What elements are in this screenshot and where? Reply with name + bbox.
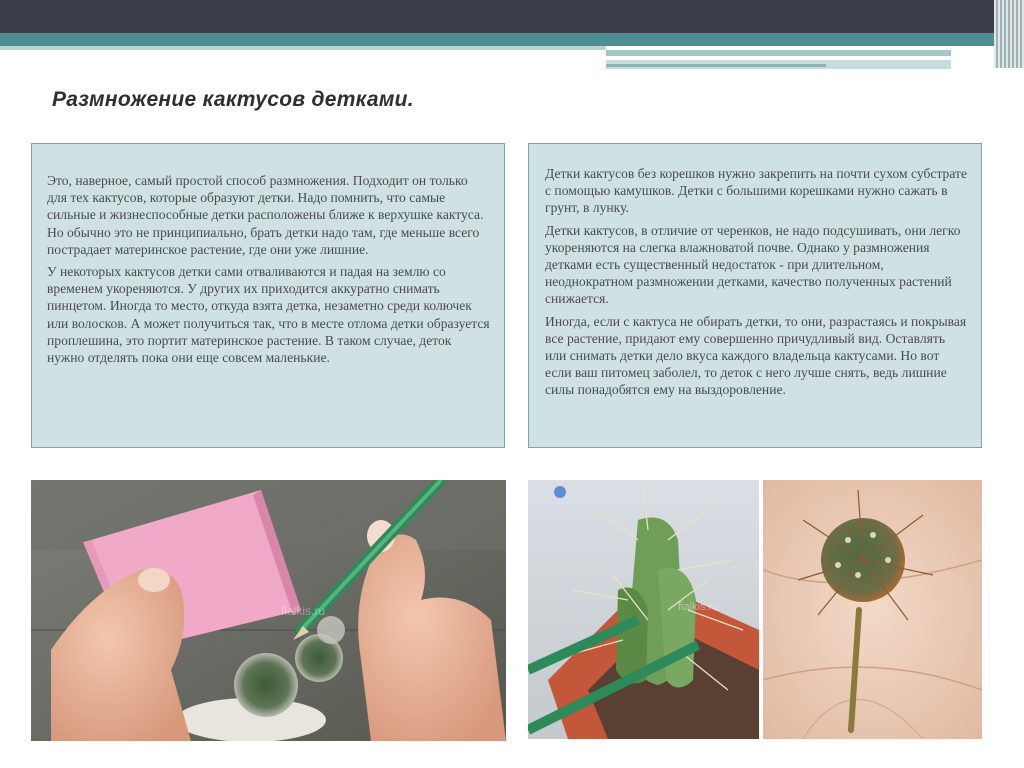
watermark-text: fialkis.ru	[678, 601, 719, 613]
header-band-teal	[0, 33, 1024, 46]
slide-title: Размножение кактусов детками.	[52, 88, 414, 111]
photo-hands-pencil-cactus	[31, 480, 506, 741]
paragraph: Детки кактусов, в отличие от черенков, не надо подсушивать, они легко укореняются на слегка влажноватой почве. Однако у размножения детками есть существенный недостаток - при длительном, неоднократном размножении детками, качество полученных растений снижается.	[545, 222, 961, 307]
header-band-dark	[0, 0, 1024, 33]
paragraph: Иногда, если с кактуса не обирать детки, то они, разрастаясь и покрывая все растение, придают ему совершенно причудливый вид. Оставлять или снимать детки дело вкуса каждого владельца кактусами. Но вот если ваш питомец заболел, то деток с него лучше снять, ведь лишние силы понадобятся ему на выздоровление.	[545, 313, 967, 398]
photo-cactus-in-pot	[528, 480, 759, 739]
paragraph: У некоторых кактусов детки сами отваливаются и падая на землю со временем укореняются. У других их приходится аккуратно снимать пинцетом. Иногда то место, откуда взята детка, незаметно среди колючек или волосков. А может получиться так, что в месте отлома детки образуется проплешина, это портит материнское растение. В таком случае, деток нужно отделять пока они еще совсем маленькие.	[47, 264, 490, 366]
left-text-box	[31, 143, 505, 448]
header-accent-line	[606, 50, 951, 56]
header-accent-line	[606, 64, 826, 67]
right-text-box	[528, 143, 982, 448]
paragraph: Детки кактусов без корешков нужно закрепить на почти сухом субстрате с помощью камушков. Детки с большими корешками нужно сажать в грунт, в лунку.	[545, 166, 968, 216]
header-stripes	[994, 0, 1024, 68]
paragraph: Это, наверное, самый простой способ размножения. Подходит он только для тех кактусов, которые образуют детки. Надо помнить, что самые сильные и жизнеспособные детки расположены ближе к верхушке кактуса. Но обычно это не принципиально, брать детки надо там, где меньше всего пострадает материнское растение, где они уже лишние.	[47, 173, 484, 257]
header-band-light	[0, 46, 606, 50]
photo-cactus-offset-root	[763, 480, 982, 739]
watermark-text: fialkis.ru	[281, 604, 326, 618]
